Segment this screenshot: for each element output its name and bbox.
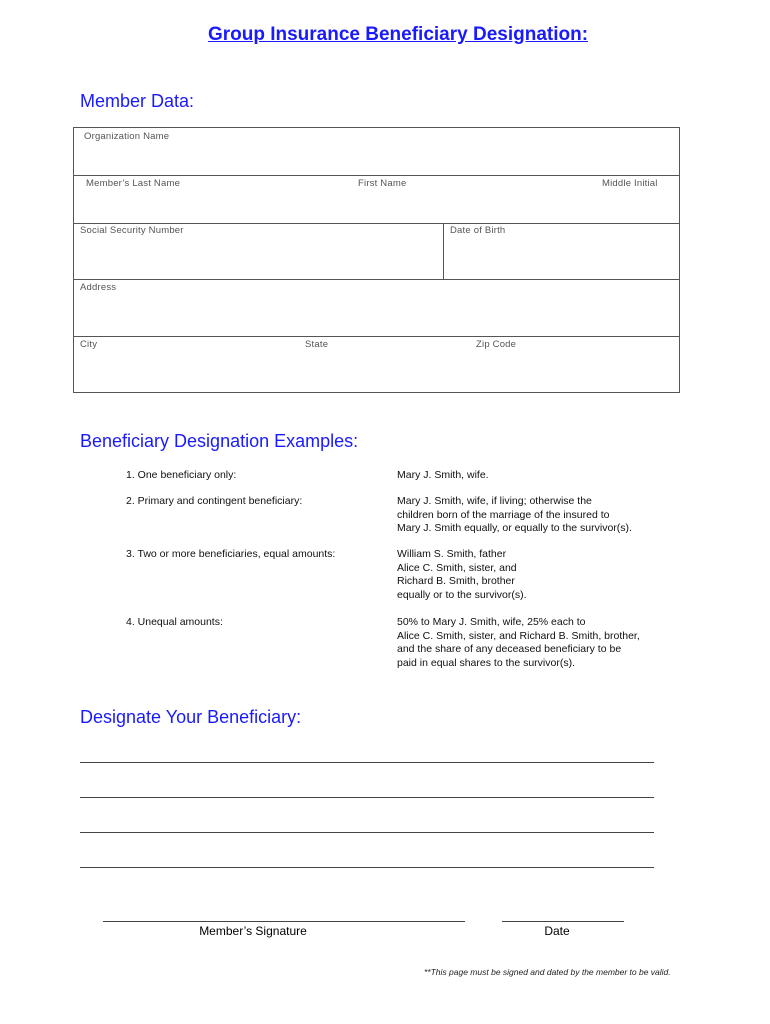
first-name-field[interactable] bbox=[354, 190, 594, 222]
signature-label: Member’s Signature bbox=[199, 924, 307, 938]
state-field[interactable] bbox=[299, 351, 469, 392]
address-label: Address bbox=[80, 282, 117, 293]
ssn-label: Social Security Number bbox=[80, 225, 184, 236]
example-text: Mary J. Smith, wife, if living; otherwise the children born of the marriage of the insured to Mary J. Smith equally, or equally to the survivor(s). bbox=[397, 495, 632, 534]
form-divider bbox=[74, 175, 679, 176]
organization-name-field[interactable] bbox=[74, 142, 679, 174]
validity-note: **This page must be signed and dated by the member to be valid. bbox=[424, 967, 671, 977]
example-text: William S. Smith, father Alice C. Smith, sister, and Richard B. Smith, brother equally or to the survivor(s). bbox=[397, 548, 527, 601]
dob-label: Date of Birth bbox=[450, 225, 506, 236]
examples-heading: Beneficiary Designation Examples: bbox=[80, 431, 359, 451]
middle-initial-label: Middle Initial bbox=[602, 178, 658, 189]
beneficiary-line-1[interactable] bbox=[80, 762, 654, 763]
example-label: 1. One beneficiary only: bbox=[126, 469, 237, 481]
form-divider bbox=[443, 223, 444, 279]
date-line[interactable] bbox=[502, 921, 624, 922]
example-text: Mary J. Smith, wife. bbox=[397, 469, 489, 481]
city-field[interactable] bbox=[74, 351, 299, 392]
member-data-heading: Member Data: bbox=[80, 91, 195, 111]
middle-initial-field[interactable] bbox=[594, 190, 679, 222]
member-data-form bbox=[73, 127, 680, 393]
state-label: State bbox=[305, 339, 329, 350]
designate-heading: Designate Your Beneficiary: bbox=[80, 707, 302, 727]
city-label: City bbox=[80, 339, 98, 350]
dob-field[interactable] bbox=[445, 238, 679, 278]
example-text: 50% to Mary J. Smith, wife, 25% each to Alice C. Smith, sister, and Richard B. Smith, brother, and the share of any deceased beneficiary to be paid in equal shares to the survivor(s). bbox=[397, 616, 640, 669]
ssn-field[interactable] bbox=[74, 238, 442, 278]
address-field[interactable] bbox=[74, 294, 679, 335]
example-label: 4. Unequal amounts: bbox=[126, 616, 223, 628]
beneficiary-line-4[interactable] bbox=[80, 867, 654, 868]
signature-line[interactable] bbox=[103, 921, 465, 922]
example-label: 3. Two or more beneficiaries, equal amounts: bbox=[126, 548, 336, 560]
zip-code-label: Zip Code bbox=[476, 339, 517, 350]
beneficiary-line-2[interactable] bbox=[80, 797, 654, 798]
page-title: Group Insurance Beneficiary Designation: bbox=[207, 24, 589, 45]
example-label: 2. Primary and contingent beneficiary: bbox=[126, 495, 303, 507]
beneficiary-line-3[interactable] bbox=[80, 832, 654, 833]
first-name-label: First Name bbox=[358, 178, 407, 189]
form-divider bbox=[74, 279, 679, 280]
form-divider bbox=[74, 223, 679, 224]
form-divider bbox=[74, 336, 679, 337]
organization-name-label: Organization Name bbox=[84, 131, 170, 142]
last-name-label: Member’s Last Name bbox=[86, 178, 181, 189]
zip-code-field[interactable] bbox=[469, 351, 679, 392]
last-name-field[interactable] bbox=[74, 190, 354, 222]
date-label: Date bbox=[544, 924, 570, 938]
